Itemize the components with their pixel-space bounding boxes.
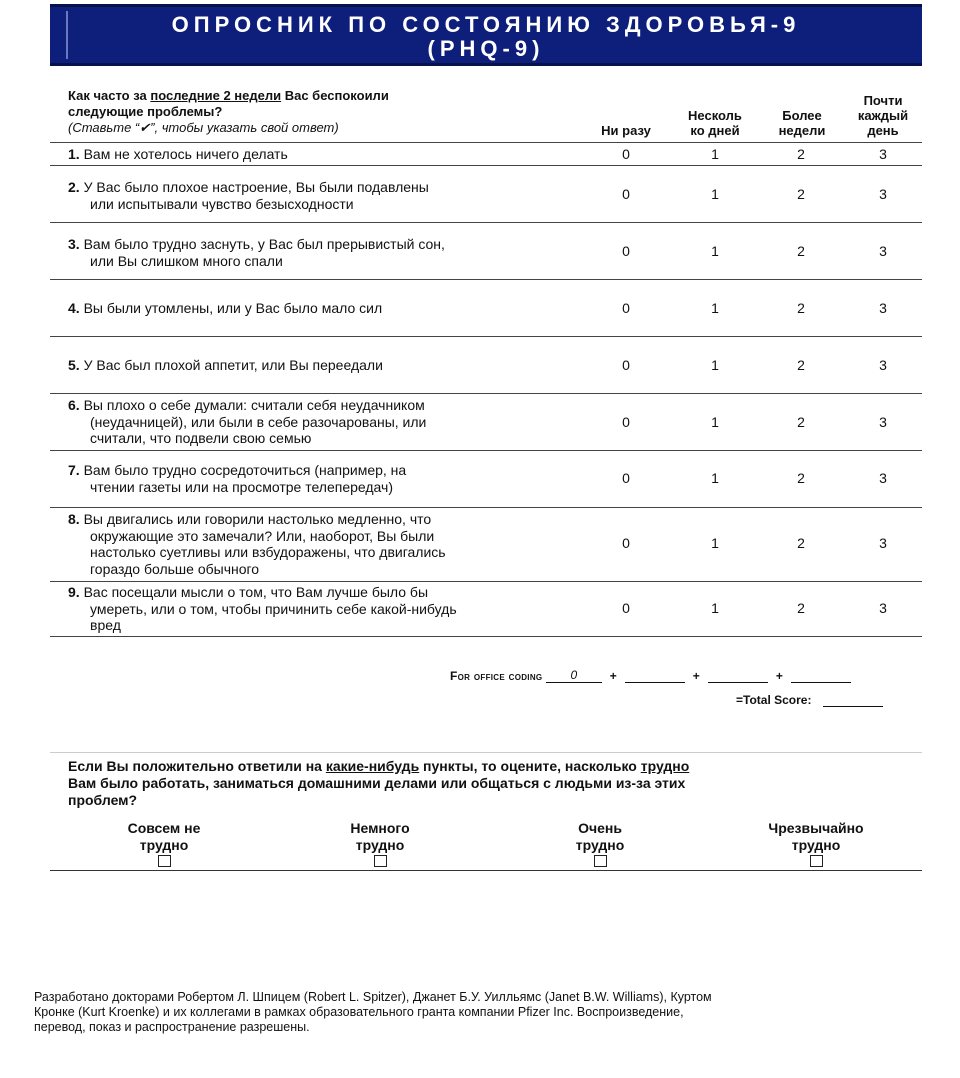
- office-score-field-2[interactable]: [625, 668, 685, 683]
- q8-score-2[interactable]: 2: [797, 535, 805, 551]
- q1-score-2[interactable]: 2: [797, 146, 805, 162]
- q8-score-1[interactable]: 1: [711, 535, 719, 551]
- q6-score-3[interactable]: 3: [879, 414, 887, 430]
- q3-score-3[interactable]: 3: [879, 243, 887, 259]
- question-9-text: 9. Вас посещали мысли о том, что Вам лучше было бы умереть, или о том, чтобы причинить себе какой-нибудь вред: [68, 584, 457, 633]
- column-header-several-days: Несколь ко дней: [688, 108, 742, 138]
- option-very-difficult: Очень трудно: [510, 820, 690, 871]
- instruction-text: (Ставьте “✔”, чтобы указать свой ответ): [68, 120, 339, 135]
- total-score-row: =Total Score:: [736, 692, 883, 707]
- q4-score-2[interactable]: 2: [797, 300, 805, 316]
- column-header-nearly-every-day: Почти каждый день: [857, 93, 909, 138]
- q7-score-0[interactable]: 0: [622, 470, 630, 486]
- table-divider: [50, 165, 922, 166]
- q3-score-2[interactable]: 2: [797, 243, 805, 259]
- table-divider: [50, 336, 922, 337]
- form-title: ОПРОСНИК ПО СОСТОЯНИЮ ЗДОРОВЬЯ-9 (PHQ-9): [171, 12, 801, 61]
- q9-score-1[interactable]: 1: [711, 600, 719, 616]
- q1-score-3[interactable]: 3: [879, 146, 887, 162]
- footer-credits: Разработано докторами Робертом Л. Шпицем (Robert L. Spitzer), Джанет Б.У. Уилльямс (Janet B.W. Williams), Куртом Кронке (Kurt Kroenke) и их коллегами в рамках образовательного гранта компании Pfizer Inc. Воспроизведение, перевод, показ и распространение разрешены.: [34, 990, 712, 1034]
- option-somewhat-difficult: Немного трудно: [290, 820, 470, 871]
- total-score-field[interactable]: [823, 692, 883, 707]
- question-header: Как часто за последние 2 недели Вас беспокоили следующие проблемы? (Ставьте “✔”, чтобы указать свой ответ): [68, 88, 568, 136]
- option-somewhat-difficult-checkbox[interactable]: [374, 855, 387, 867]
- table-divider: [50, 450, 922, 451]
- table-divider: [50, 279, 922, 280]
- question-2-text: 2. У Вас было плохое настроение, Вы были подавлены или испытывали чувство безысходности: [68, 179, 429, 212]
- q5-score-3[interactable]: 3: [879, 357, 887, 373]
- option-not-difficult-checkbox[interactable]: [158, 855, 171, 867]
- question-7-text: 7. Вам было трудно сосредоточиться (например, на чтении газеты или на просмотре телепередач): [68, 462, 407, 495]
- q9-score-3[interactable]: 3: [879, 600, 887, 616]
- q4-score-0[interactable]: 0: [622, 300, 630, 316]
- q7-score-1[interactable]: 1: [711, 470, 719, 486]
- q1-score-1[interactable]: 1: [711, 146, 719, 162]
- office-score-field-3[interactable]: [708, 668, 768, 683]
- q6-score-0[interactable]: 0: [622, 414, 630, 430]
- column-header-more-than-week: Более недели: [778, 108, 826, 138]
- q8-score-3[interactable]: 3: [879, 535, 887, 551]
- option-very-difficult-checkbox[interactable]: [594, 855, 607, 867]
- q1-score-0[interactable]: 0: [622, 146, 630, 162]
- q2-score-2[interactable]: 2: [797, 186, 805, 202]
- table-divider: [50, 507, 922, 508]
- q5-score-2[interactable]: 2: [797, 357, 805, 373]
- table-divider: [50, 393, 922, 394]
- table-divider: [50, 581, 922, 582]
- title-banner: [50, 4, 922, 66]
- option-extremely-difficult: Чрезвычайно трудно: [726, 820, 906, 871]
- q7-score-2[interactable]: 2: [797, 470, 805, 486]
- q6-score-1[interactable]: 1: [711, 414, 719, 430]
- q2-score-1[interactable]: 1: [711, 186, 719, 202]
- question-8-text: 8. Вы двигались или говорили настолько медленно, что окружающие это замечали? Или, наоборот, Вы были настолько суетливы или взбудоражены, что двигались гораздо больше обычного: [68, 511, 446, 577]
- office-coding-row: For office coding 0 + + +: [450, 668, 851, 683]
- question-5-text: 5. У Вас был плохой аппетит, или Вы переедали: [68, 357, 383, 373]
- q5-score-1[interactable]: 1: [711, 357, 719, 373]
- table-divider: [50, 222, 922, 223]
- option-not-difficult: Совсем не трудно: [74, 820, 254, 871]
- question-6-text: 6. Вы плохо о себе думали: считали себя неудачником (неудачницей), или были в себе разочарованы, или считали, что подвели свою семью: [68, 397, 427, 446]
- table-divider: [50, 636, 922, 637]
- q9-score-0[interactable]: 0: [622, 600, 630, 616]
- office-coding-label: For office coding: [450, 669, 543, 683]
- question-3-text: 3. Вам было трудно заснуть, у Вас был прерывистый сон, или Вы слишком много спали: [68, 236, 445, 269]
- column-header-never: Ни разу: [601, 123, 651, 138]
- office-score-field-4[interactable]: [791, 668, 851, 683]
- q3-score-1[interactable]: 1: [711, 243, 719, 259]
- q9-score-2[interactable]: 2: [797, 600, 805, 616]
- q2-score-3[interactable]: 3: [879, 186, 887, 202]
- difficulty-question: Если Вы положительно ответили на какие-нибудь пункты, то оцените, насколько трудно Вам было работать, заниматься домашними делами или общаться с людьми из-за этих проблем?: [68, 758, 690, 808]
- question-1-text: 1. Вам не хотелось ничего делать: [68, 146, 288, 162]
- section-divider: [50, 752, 922, 753]
- option-extremely-difficult-checkbox[interactable]: [810, 855, 823, 867]
- q4-score-1[interactable]: 1: [711, 300, 719, 316]
- q5-score-0[interactable]: 0: [622, 357, 630, 373]
- q6-score-2[interactable]: 2: [797, 414, 805, 430]
- q7-score-3[interactable]: 3: [879, 470, 887, 486]
- office-score-field-1[interactable]: 0: [546, 668, 602, 683]
- table-divider: [50, 142, 922, 143]
- section-divider: [50, 870, 922, 871]
- question-4-text: 4. Вы были утомлены, или у Вас было мало сил: [68, 300, 383, 316]
- q4-score-3[interactable]: 3: [879, 300, 887, 316]
- q2-score-0[interactable]: 0: [622, 186, 630, 202]
- q8-score-0[interactable]: 0: [622, 535, 630, 551]
- q3-score-0[interactable]: 0: [622, 243, 630, 259]
